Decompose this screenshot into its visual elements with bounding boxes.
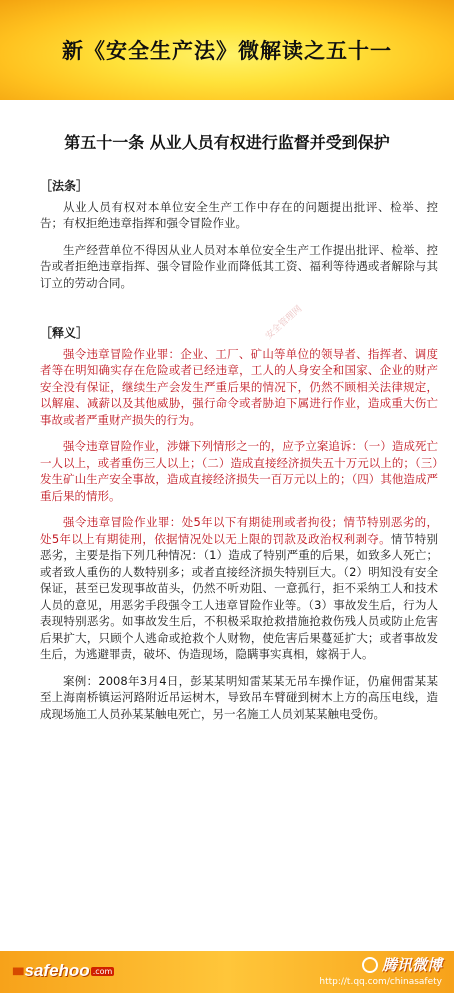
case-paragraph: 案例：2008年3月4日，彭某某明知雷某某无吊车操作证，仍雇佣雷某某至上海南桥镇运河路附近吊运树木，导致吊车臂碰到树木上方的高压电线，造成现场施工人员孙某某触电死亡，另一名施工人员刘某某触电受伤。 xyxy=(40,673,438,721)
interpretation-paragraph: 强令违章冒险作业罪：企业、工厂、矿山等单位的领导者、指挥者、调度者等在明知确实存在危险或者已经违章，工人的人身安全和国家、企业的财产安全没有保证，继续生产会发生严重后果的情况下，仍然不顾相关法律规定，以解雇、减薪以及其他威胁，强行命令或者胁迫下属进行作业，造成重大伤亡事故或者严重财产损失的行为。 xyxy=(40,346,438,427)
law-paragraph: 生产经营单位不得因从业人员对本单位安全生产工作提出批评、检举、控告或者拒绝违章指挥、强令冒险作业而降低其工资、福利等待遇或者解除与其订立的劳动合同。 xyxy=(40,242,438,290)
logo-suffix: .com xyxy=(92,966,113,976)
article-title: 第五十一条 从业人员有权进行监督并受到保护 xyxy=(64,133,390,152)
penalty-text: 强令违章冒险作业罪：处5年以下有期徒刑或者拘役；情节特别恶劣的，处5年以上有期徒刑，依据情况处以无上限的罚款及政治权利剥夺。 xyxy=(40,515,438,546)
weibo-url[interactable]: http://t.qq.com/chinasafety xyxy=(319,977,442,987)
law-paragraph: 从业人员有权对本单位安全生产工作中存在的问题提出批评、检举、控告；有权拒绝违章指挥和强令冒险作业。 xyxy=(40,199,438,230)
interpretation-paragraph xyxy=(40,514,438,663)
logo-bars-icon: ▮▮▮ xyxy=(12,965,23,977)
watermark: 安全管理网 xyxy=(264,304,305,342)
banner-title: 新《安全生产法》微解读之五十一 xyxy=(62,38,392,63)
weibo-icon xyxy=(362,957,378,973)
aggravating-circumstances-text: 情节特别恶劣，主要是指下列几种情况：（1）造成了特别严重的后果，如致多人死亡；或者致人重伤的人数特别多；或者直接经济损失特别巨大。（2）明知没有安全保证，甚至已发现事故苗头，仍然不听劝阻、一意孤行，拒不采纳工人和技术人员的意见，用恶劣手段强令工人违章冒险作业等。（3）事故发生后，行为人表现特别恶劣。如事故发生后，不积极采取抢救措施抢救伤残人员或防止危害后果扩大，只顾个人逃命或抢救个人财物，使危害后果蔓延扩大；或者事故发生后，为逃避罪责，破坏、伪造现场，隐瞒事实真相，嫁祸于人。 xyxy=(40,531,438,661)
header-banner xyxy=(0,0,454,100)
interpretation-heading: ［释义］ xyxy=(40,326,89,340)
safehoo-logo[interactable] xyxy=(12,961,114,981)
logo-text: safehoo xyxy=(24,961,90,980)
weibo-name: 腾讯微博 xyxy=(381,956,442,974)
law-heading: ［法条］ xyxy=(40,179,89,193)
article-body xyxy=(40,178,438,732)
interpretation-paragraph: 强令违章冒险作业，涉嫌下列情形之一的，应予立案追诉：（一）造成死亡一人以上，或者重伤三人以上；（二）造成直接经济损失五十万元以上的；（三）发生矿山生产安全事故，造成直接经济损失一百万元以上的；（四）其他造成严重后果的情形。 xyxy=(40,439,438,503)
footer-bar xyxy=(0,951,454,993)
weibo-block[interactable] xyxy=(319,954,442,987)
